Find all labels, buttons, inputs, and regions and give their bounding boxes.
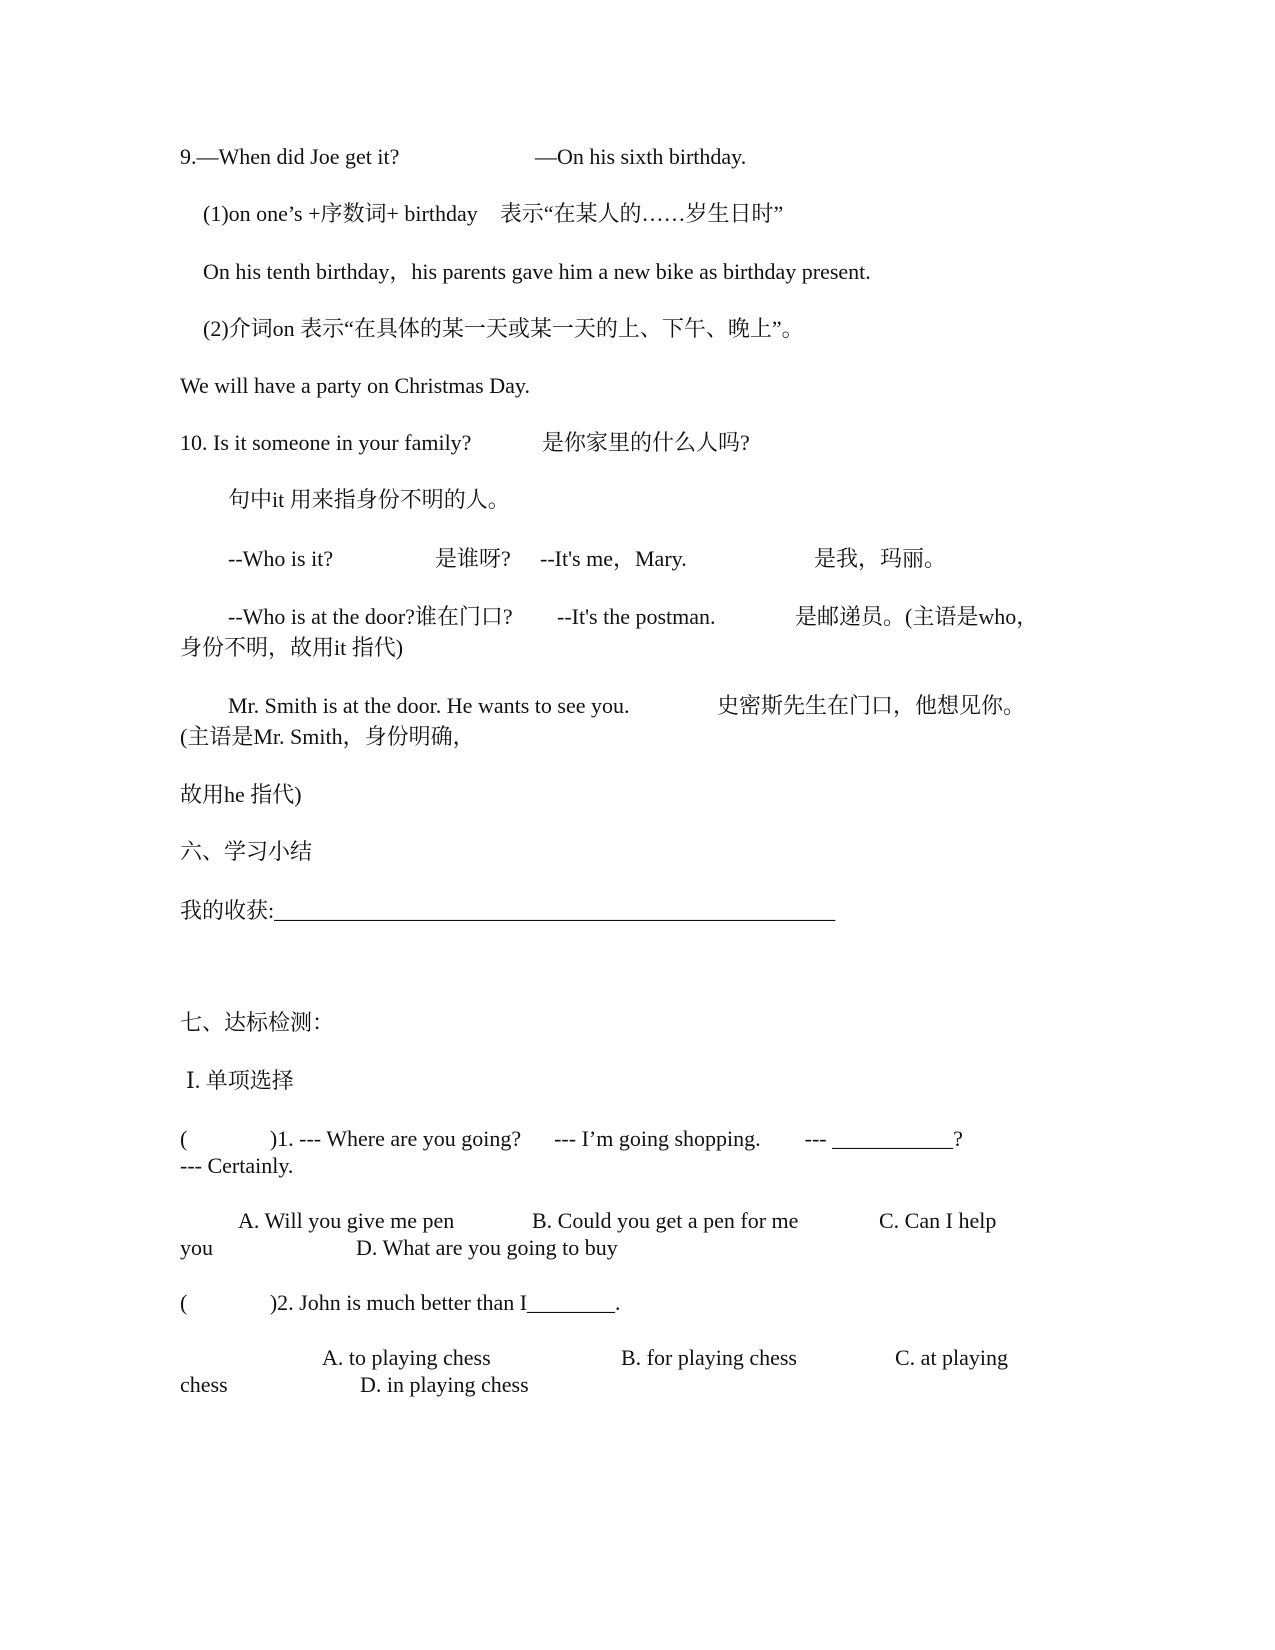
question1-option-a: A. Will you give me pen [238,1208,455,1233]
item10-question: 10. Is it someone in your family? [180,430,472,455]
question2-option-c-cont: chess [180,1372,228,1397]
item10-question-cn: 是你家里的什么人吗? [542,430,750,455]
item9-question: 9.—When did Joe get it? [180,144,400,169]
item9-example1: On his tenth birthday，his parents gave him a new bike as birthday present. [203,259,871,284]
item9-answer: —On his sixth birthday. [535,144,747,169]
question1-stem: ( )1. --- Where are you going? --- I’m going shopping. --- ___________? [180,1126,963,1151]
item10-ex2-question: --Who is at the door?谁在门口? [228,604,513,629]
item9-note1: (1)on one’s +序数词+ birthday 表示“在某人的……岁生日时” [203,201,784,226]
question2-stem: ( )2. John is much better than I________. [180,1290,621,1315]
question2-option-d: D. in playing chess [360,1372,529,1397]
question1-option-c: C. Can I help [879,1208,997,1233]
item10-ex1-answer-cn: 是我，玛丽。 [814,546,947,571]
section6-title: 六、学习小结 [180,839,313,864]
item10-ex1-en: --Who is it? [228,546,334,571]
item10-ex1-cn: 是谁呀? [435,546,511,571]
item10-note: 句中it 用来指身份不明的人。 [228,487,510,512]
section7-title: 七、达标检测： [180,1010,335,1035]
item10-ex3-note-cont: 故用he 指代) [180,782,302,807]
question1-stem-cont: --- Certainly. [180,1153,294,1178]
question1-option-c-cont: you [180,1235,213,1260]
item9-example2: We will have a party on Christmas Day. [180,373,530,398]
item10-ex1-answer: --It's me，Mary. [540,546,687,571]
section6-gain-line: 我的收获:___________________________________________________ [180,898,836,923]
item10-ex3-cn: 史密斯先生在门口，他想见你。 [717,693,1026,718]
question2-option-c: C. at playing [895,1345,1009,1370]
question2-option-b: B. for playing chess [621,1345,797,1370]
item10-ex3-note: (主语是Mr. Smith，身份明确， [180,724,475,749]
question1-option-b: B. Could you get a pen for me [532,1208,799,1233]
question1-option-d: D. What are you going to buy [356,1235,618,1260]
item10-ex2-note: 身份不明，故用it 指代) [180,635,404,660]
section7-part1-title: Ⅰ. 单项选择 [186,1068,294,1093]
item10-ex3-en: Mr. Smith is at the door. He wants to see you. [228,693,630,718]
item10-ex2-answer: --It's the postman. [557,604,716,629]
item10-ex2-answer-cn: 是邮递员。(主语是who， [795,604,1039,629]
item9-note2: (2)介词on 表示“在具体的某一天或某一天的上、下午、晚上”。 [203,316,804,341]
question2-option-a: A. to playing chess [322,1345,491,1370]
